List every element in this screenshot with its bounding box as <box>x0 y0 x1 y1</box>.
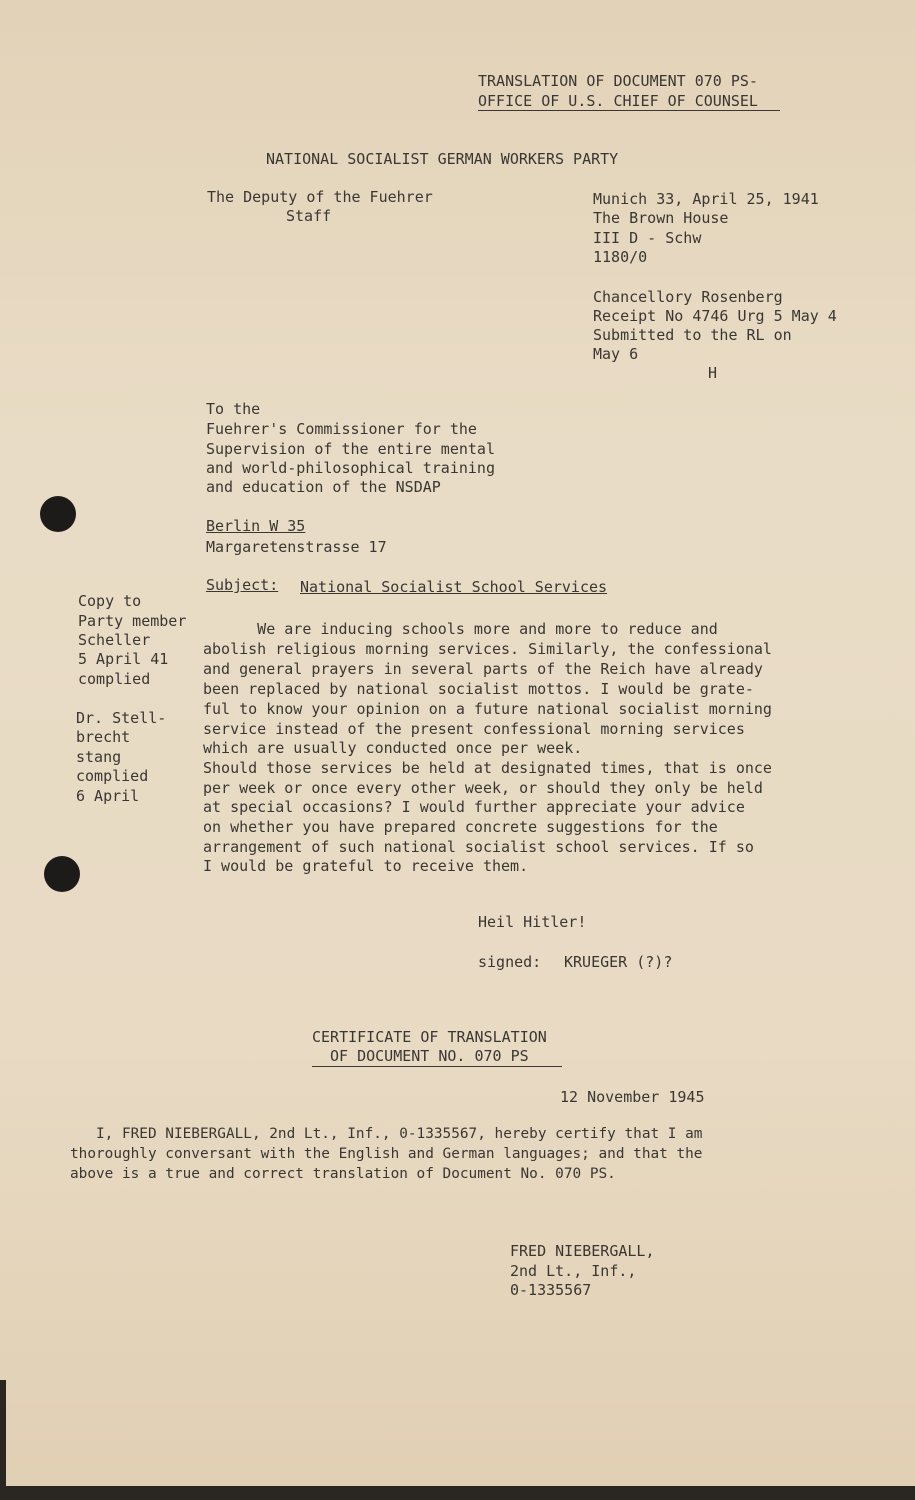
body-line-5: ful to know your opinion on a future national socialist morning <box>203 700 772 718</box>
punch-hole-top <box>40 496 76 532</box>
body-line-1: We are inducing schools more and more to reduce and <box>203 620 718 638</box>
recipient-line-4: and world-philosophical training <box>206 459 495 477</box>
body-line-4: been replaced by national socialist mottos. I would be grate- <box>203 680 754 698</box>
subject-label: Subject: <box>206 576 279 594</box>
place-date-line-2: The Brown House <box>593 209 729 227</box>
body-line-11: on whether you have prepared concrete suggestions for the <box>203 818 718 836</box>
body-line-8: Should those services be held at designated times, that is once <box>203 759 772 777</box>
recipient-line-3: Supervision of the entire mental <box>206 440 495 458</box>
certificate-line-2: thoroughly conversant with the English and German languages; and that the <box>70 1146 703 1162</box>
header-line-1: TRANSLATION OF DOCUMENT 070 PS- <box>478 72 758 90</box>
address-line-1: Berlin W 35 <box>206 517 306 535</box>
header-rule <box>478 110 780 111</box>
margin-note-line-4: 5 April 41 <box>78 650 169 668</box>
place-date-line-3: III D - Schw <box>593 229 702 247</box>
certificate-title-1: CERTIFICATE OF TRANSLATION <box>312 1028 547 1046</box>
body-line-10: at special occasions? I would further appreciate your advice <box>203 798 745 816</box>
receipt-line-3: Submitted to the RL on <box>593 326 792 344</box>
signature-rank: 2nd Lt., Inf., <box>510 1262 637 1280</box>
margin-note-line-2: Party member <box>78 612 187 630</box>
margin-note-line-8: stang <box>76 748 122 766</box>
signed-label: signed: <box>478 953 542 971</box>
certificate-line-3: above is a true and correct translation of Document No. 070 PS. <box>70 1166 616 1182</box>
certificate-title-2: OF DOCUMENT NO. 070 PS <box>330 1047 529 1065</box>
margin-note-line-7: brecht <box>76 728 131 746</box>
body-line-3: and general prayers in several parts of the Reich have already <box>203 660 763 678</box>
subject-text: National Socialist School Services <box>300 578 608 596</box>
margin-note-line-5: complied <box>78 670 151 688</box>
receipt-line-5: H <box>708 364 718 382</box>
receipt-line-2: Receipt No 4746 Urg 5 May 4 <box>593 307 837 325</box>
margin-note-line-6: Dr. Stell- <box>76 709 167 727</box>
margin-note-line-10: 6 April <box>76 787 140 805</box>
margin-note-line-1: Copy to <box>78 592 142 610</box>
body-line-6: service instead of the present confessional morning services <box>203 720 745 738</box>
address-line-2: Margaretenstrasse 17 <box>206 538 387 556</box>
certificate-line-1: I, FRED NIEBERGALL, 2nd Lt., Inf., 0-1335567, hereby certify that I am <box>70 1126 703 1142</box>
recipient-line-2: Fuehrer's Commissioner for the <box>206 420 477 438</box>
body-line-12: arrangement of such national socialist school services. If so <box>203 838 754 856</box>
scan-left-edge <box>0 1380 6 1500</box>
recipient-line-1: To the <box>206 400 261 418</box>
scan-bottom-edge <box>0 1486 915 1500</box>
party-title: NATIONAL SOCIALIST GERMAN WORKERS PARTY <box>266 150 619 168</box>
sender-line-1: The Deputy of the Fuehrer <box>207 188 433 206</box>
margin-note-line-9: complied <box>76 767 149 785</box>
receipt-line-4: May 6 <box>593 345 639 363</box>
punch-hole-bottom <box>44 856 80 892</box>
header-line-2: OFFICE OF U.S. CHIEF OF COUNSEL <box>478 92 758 110</box>
certificate-rule <box>312 1066 562 1067</box>
recipient-line-5: and education of the NSDAP <box>206 478 441 496</box>
signed-name: KRUEGER (?)? <box>564 953 673 971</box>
sender-line-2: Staff <box>286 207 332 225</box>
body-line-7: which are usually conducted once per week. <box>203 739 583 757</box>
place-date-line-1: Munich 33, April 25, 1941 <box>593 190 819 208</box>
receipt-line-1: Chancellory Rosenberg <box>593 288 783 306</box>
margin-note-line-3: Scheller <box>78 631 151 649</box>
body-line-2: abolish religious morning services. Similarly, the confessional <box>203 640 772 658</box>
body-line-13: I would be grateful to receive them. <box>203 857 529 875</box>
closing-salute: Heil Hitler! <box>478 913 587 931</box>
signature-serial: 0-1335567 <box>510 1281 592 1299</box>
signature-name: FRED NIEBERGALL, <box>510 1242 655 1260</box>
certificate-date: 12 November 1945 <box>560 1088 705 1106</box>
body-line-9: per week or once every other week, or should they only be held <box>203 779 763 797</box>
place-date-line-4: 1180/0 <box>593 248 648 266</box>
